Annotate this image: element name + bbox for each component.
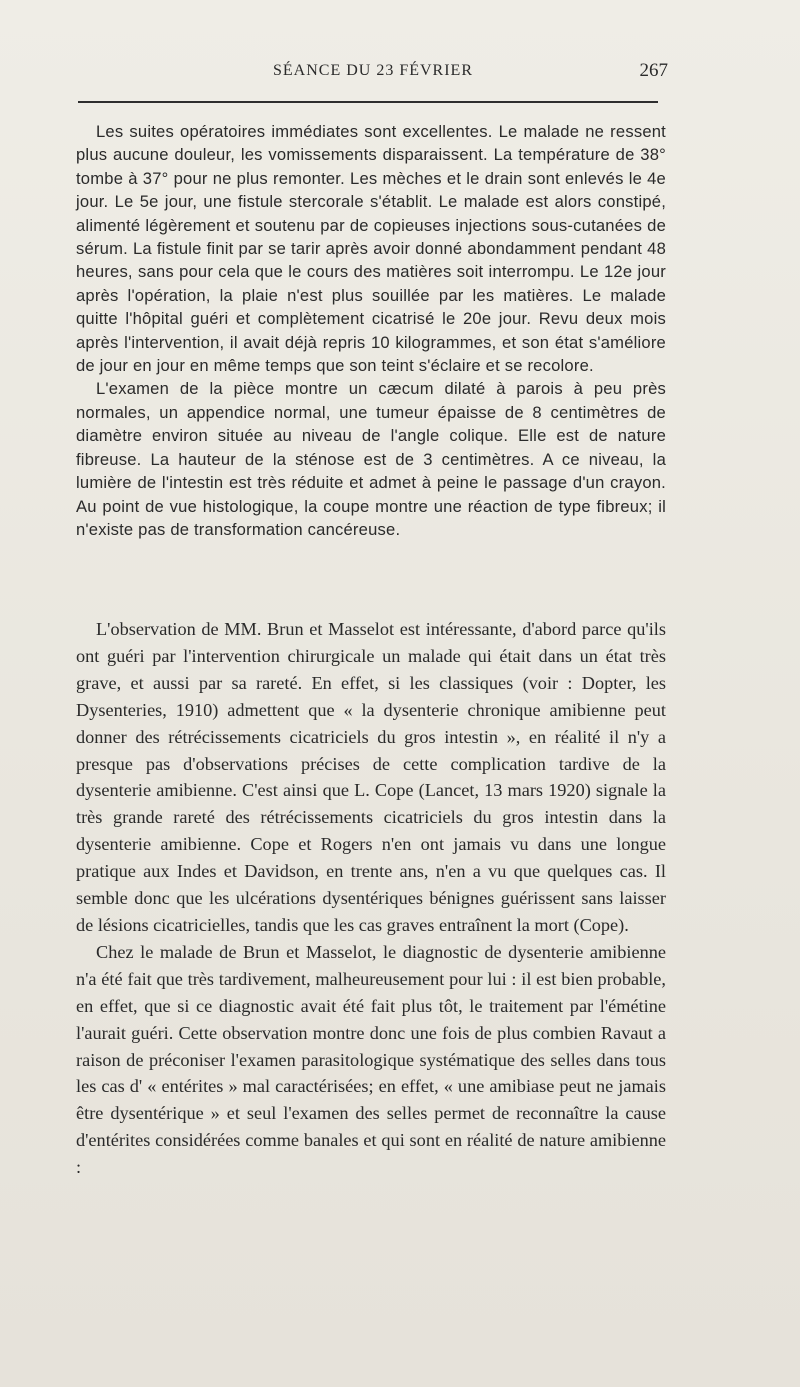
case-report-block bbox=[76, 120, 666, 541]
case-report-paragraph-1: Les suites opératoires immédiates sont excellentes. Le malade ne ressent plus aucune douleur, les vomissements disparaissent. La température de 38° tombe à 37° pour ne plus remonter. Les mèches et le drain sont enlevés le 4e jour. Le 5e jour, une fistule stercorale s'établit. Le malade est alors constipé, alimenté légèrement et soutenu par de copieuses injections sous-cutanées de sérum. La fistule finit par se tarir après avoir donné abondamment pendant 48 heures, sans pour cela que le cours des matières soit interrompu. Le 12e jour après l'opération, la plaie n'est plus souillée par les matières. Le malade quitte l'hôpital guéri et complètement cicatrisé le 20e jour. Revu deux mois après l'intervention, il avait déjà repris 10 kilogrammes, et son état s'améliore de jour en jour en même temps que son teint s'éclaire et se recolore. bbox=[76, 122, 666, 376]
commentary-paragraph-1: L'observation de MM. Brun et Masselot est intéressante, d'abord parce qu'ils ont guéri par l'intervention chirurgicale un malade qui était dans un état très grave, et aussi par sa rareté. En effet, si les classiques (voir : Dopter, les Dysenteries, 1910) admettent que « la dysenterie chronique amibienne peut donner des rétrécissements cicatriciels du gros intestin », en réalité il n'y a presque pas d'observations précises de cette complication tardive de la dysenterie amibienne. C'est ainsi que L. Cope (Lancet, 13 mars 1920) signale la très grande rareté des rétrécissements cicatriciels du gros intestin dans la dysenterie amibienne. Cope et Rogers n'en ont jamais vu dans une longue pratique aux Indes et Davidson, en trente ans, n'en a vu que quelques cas. Il semble donc que les ulcérations dysentériques bénignes guérissent sans laisser de lésions cicatricielles, tandis que les cas graves entraînent la mort (Cope). bbox=[76, 619, 666, 935]
running-header bbox=[78, 58, 668, 88]
commentary-paragraph-2: Chez le malade de Brun et Masselot, le diagnostic de dysenterie amibienne n'a été fait que très tardivement, malheureusement pour lui : il est bien probable, en effet, que si ce diagnostic avait été fait plus tôt, le traitement par l'émétine l'aurait guéri. Cette observation montre donc une fois de plus combien Ravaut a raison de préconiser l'examen parasitologique systématique des selles dans tous les cas d' « entérites » mal caractérisées; en effet, « une amibiase peut ne jamais être dysentérique » et seul l'examen des selles permet de reconnaître la cause d'entérites considérées comme banales et qui sont en réalité de nature amibienne : bbox=[76, 941, 666, 1178]
page-number: 267 bbox=[639, 60, 668, 81]
case-report-paragraph-2: L'examen de la pièce montre un cæcum dilaté à parois à peu près normales, un appendice normal, une tumeur épaisse de 8 centimètres de diamètre environ située au niveau de l'angle colique. Elle est de nature fibreuse. La hauteur de la sténose est de 3 centimètres. A ce niveau, la lumière de l'intestin est très réduite et admet à peine le passage d'un crayon. Au point de vue histologique, la coupe montre une réaction de type fibreux; il n'existe pas de transformation cancéreuse. bbox=[76, 379, 666, 539]
header-rule bbox=[78, 101, 658, 103]
running-title: SÉANCE DU 23 FÉVRIER bbox=[272, 62, 473, 79]
commentary-block bbox=[76, 616, 666, 1181]
